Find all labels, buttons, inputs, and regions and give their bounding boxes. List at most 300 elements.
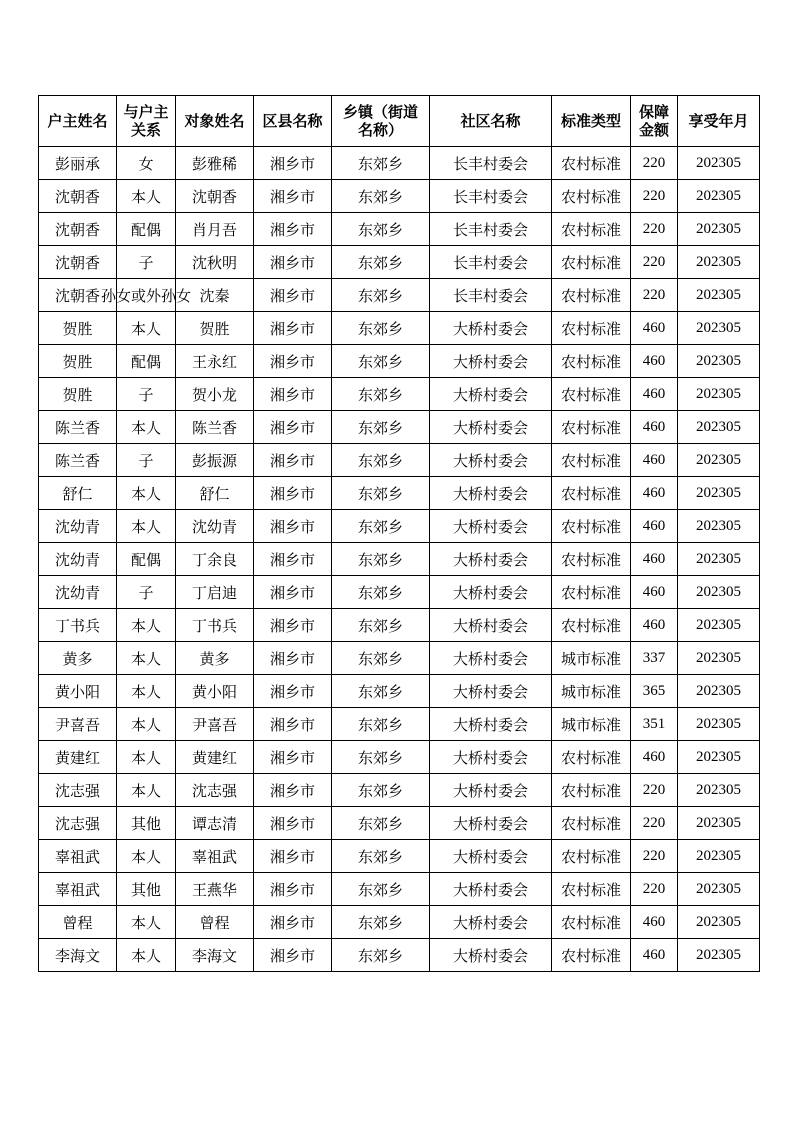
county-name-text: 湘乡市 — [269, 319, 315, 338]
relationship-text: 本人 — [130, 649, 161, 668]
standard-type-cell — [552, 840, 631, 873]
community-name-text: 长丰村委会 — [452, 253, 528, 272]
community-name-text: 长丰村委会 — [452, 187, 528, 206]
benefit-month-cell — [678, 741, 760, 774]
county-name-cell — [254, 807, 332, 840]
relationship-text: 本人 — [130, 748, 161, 767]
relationship-text: 本人 — [130, 187, 161, 206]
township-name-cell — [332, 180, 430, 213]
county-name-text: 湘乡市 — [269, 286, 315, 305]
community-name-text: 大桥村委会 — [452, 946, 528, 965]
township-name-text: 东郊乡 — [357, 517, 403, 536]
community-name-text: 大桥村委会 — [452, 682, 528, 701]
community-name-cell — [430, 774, 552, 807]
township-name-text: 东郊乡 — [357, 715, 403, 734]
beneficiary-name-text: 黄小阳 — [191, 682, 237, 701]
beneficiary-name-text: 王燕华 — [191, 880, 237, 899]
benefit-month-text: 202305 — [696, 913, 741, 930]
relationship-text: 配偶 — [130, 220, 161, 239]
county-name-cell — [254, 543, 332, 576]
community-name-text: 大桥村委会 — [452, 550, 528, 569]
township-name-text: 东郊乡 — [357, 847, 403, 866]
benefit-amount-cell — [631, 477, 678, 510]
householder-name-text: 李海文 — [54, 946, 100, 965]
benefit-amount-cell — [631, 939, 678, 972]
relationship-text: 本人 — [130, 319, 161, 338]
relationship-text: 其他 — [130, 814, 161, 833]
standard-type-text: 农村标准 — [560, 781, 621, 800]
standard-type-text: 农村标准 — [560, 154, 621, 173]
standard-type-text: 城市标准 — [560, 649, 621, 668]
relationship-text: 本人 — [130, 682, 161, 701]
relationship-text: 子 — [138, 385, 154, 404]
header-beneficiary-name: 对象姓名 — [176, 96, 254, 147]
township-name-text: 东郊乡 — [357, 781, 403, 800]
householder-name-cell — [39, 939, 117, 972]
beneficiary-name-cell — [176, 180, 254, 213]
community-name-cell — [430, 807, 552, 840]
benefit-month-text: 202305 — [696, 781, 741, 798]
beneficiary-name-cell — [176, 543, 254, 576]
community-name-text: 大桥村委会 — [452, 748, 528, 767]
standard-type-cell — [552, 510, 631, 543]
beneficiary-name-cell — [176, 213, 254, 246]
county-name-text: 湘乡市 — [269, 913, 315, 932]
householder-name-cell — [39, 510, 117, 543]
county-name-text: 湘乡市 — [269, 616, 315, 635]
standard-type-cell — [552, 741, 631, 774]
benefit-amount-text: 460 — [642, 319, 666, 336]
benefit-amount-text: 460 — [642, 484, 666, 501]
benefit-amount-cell — [631, 345, 678, 378]
beneficiary-name-text: 沈幼青 — [191, 517, 237, 536]
relationship-cell — [117, 741, 176, 774]
community-name-cell — [430, 378, 552, 411]
township-name-cell — [332, 807, 430, 840]
township-name-text: 东郊乡 — [357, 286, 403, 305]
benefit-month-text: 202305 — [696, 352, 741, 369]
householder-name-text: 沈朝香 — [54, 253, 100, 272]
standard-type-cell — [552, 774, 631, 807]
householder-name-text: 陈兰香 — [54, 451, 100, 470]
benefit-amount-text: 337 — [642, 649, 666, 666]
standard-type-cell — [552, 543, 631, 576]
relationship-cell — [117, 246, 176, 279]
community-name-cell — [430, 708, 552, 741]
community-name-cell — [430, 477, 552, 510]
township-name-text: 东郊乡 — [357, 484, 403, 503]
householder-name-cell — [39, 246, 117, 279]
standard-type-text: 农村标准 — [560, 253, 621, 272]
standard-type-text: 城市标准 — [560, 682, 621, 701]
county-name-cell — [254, 708, 332, 741]
beneficiary-name-text: 彭雅稀 — [191, 154, 237, 173]
standard-type-cell — [552, 939, 631, 972]
beneficiary-name-cell — [176, 147, 254, 180]
table-row — [39, 873, 760, 906]
benefit-month-text: 202305 — [696, 880, 741, 897]
township-name-text: 东郊乡 — [357, 418, 403, 437]
relationship-cell — [117, 774, 176, 807]
benefit-month-text: 202305 — [696, 154, 741, 171]
standard-type-cell — [552, 708, 631, 741]
beneficiary-name-cell — [176, 807, 254, 840]
county-name-cell — [254, 312, 332, 345]
community-name-text: 大桥村委会 — [452, 913, 528, 932]
beneficiary-name-text: 贺胜 — [199, 319, 230, 338]
community-name-text: 大桥村委会 — [452, 451, 528, 470]
community-name-text: 大桥村委会 — [452, 583, 528, 602]
beneficiary-name-cell — [176, 840, 254, 873]
county-name-cell — [254, 444, 332, 477]
standard-type-cell — [552, 180, 631, 213]
householder-name-cell — [39, 642, 117, 675]
county-name-cell — [254, 906, 332, 939]
county-name-text: 湘乡市 — [269, 352, 315, 371]
benefit-month-text: 202305 — [696, 517, 741, 534]
county-name-text: 湘乡市 — [269, 385, 315, 404]
table-row — [39, 246, 760, 279]
beneficiary-name-text: 丁启迪 — [191, 583, 237, 602]
beneficiary-name-text: 舒仁 — [199, 484, 230, 503]
standard-type-text: 农村标准 — [560, 220, 621, 239]
county-name-text: 湘乡市 — [269, 451, 315, 470]
standard-type-text: 农村标准 — [560, 385, 621, 404]
community-name-text: 长丰村委会 — [452, 220, 528, 239]
standard-type-text: 农村标准 — [560, 913, 621, 932]
township-name-cell — [332, 213, 430, 246]
beneficiary-name-cell — [176, 609, 254, 642]
township-name-cell — [332, 312, 430, 345]
benefit-amount-cell — [631, 873, 678, 906]
benefit-amount-text: 460 — [642, 517, 666, 534]
relationship-cell — [117, 906, 176, 939]
householder-name-cell — [39, 873, 117, 906]
community-name-cell — [430, 180, 552, 213]
benefit-month-text: 202305 — [696, 715, 741, 732]
township-name-text: 东郊乡 — [357, 682, 403, 701]
benefit-month-cell — [678, 807, 760, 840]
township-name-cell — [332, 741, 430, 774]
county-name-text: 湘乡市 — [269, 682, 315, 701]
relationship-text: 子 — [138, 451, 154, 470]
benefit-month-cell — [678, 543, 760, 576]
benefit-month-text: 202305 — [696, 484, 741, 501]
benefit-month-cell — [678, 642, 760, 675]
standard-type-text: 农村标准 — [560, 550, 621, 569]
county-name-cell — [254, 642, 332, 675]
header-row — [39, 96, 760, 147]
benefit-amount-text: 460 — [642, 748, 666, 765]
benefit-month-cell — [678, 840, 760, 873]
relationship-cell — [117, 510, 176, 543]
beneficiary-name-text: 肖月吾 — [191, 220, 237, 239]
table-row — [39, 411, 760, 444]
standard-type-text: 农村标准 — [560, 847, 621, 866]
township-name-cell — [332, 906, 430, 939]
relationship-cell — [117, 675, 176, 708]
beneficiary-name-text: 曾程 — [199, 913, 230, 932]
county-name-cell — [254, 411, 332, 444]
table-row — [39, 510, 760, 543]
table-row — [39, 444, 760, 477]
county-name-text: 湘乡市 — [269, 187, 315, 206]
header-householder-name: 户主姓名 — [39, 96, 117, 147]
township-name-text: 东郊乡 — [357, 550, 403, 569]
relationship-text: 本人 — [130, 517, 161, 536]
benefit-month-text: 202305 — [696, 748, 741, 765]
county-name-text: 湘乡市 — [269, 484, 315, 503]
benefit-amount-text: 351 — [642, 715, 666, 732]
community-name-text: 大桥村委会 — [452, 352, 528, 371]
benefit-amount-text: 460 — [642, 913, 666, 930]
township-name-cell — [332, 279, 430, 312]
county-name-text: 湘乡市 — [269, 715, 315, 734]
benefit-amount-text: 460 — [642, 946, 666, 963]
community-name-text: 大桥村委会 — [452, 484, 528, 503]
header-relationship: 与户主关系 — [117, 96, 176, 147]
beneficiary-name-text: 陈兰香 — [191, 418, 237, 437]
benefit-month-cell — [678, 675, 760, 708]
benefit-amount-cell — [631, 642, 678, 675]
header-standard-type: 标准类型 — [552, 96, 631, 147]
community-name-cell — [430, 642, 552, 675]
householder-name-cell — [39, 807, 117, 840]
benefit-amount-cell — [631, 180, 678, 213]
relationship-cell — [117, 576, 176, 609]
householder-name-cell — [39, 180, 117, 213]
table-header — [39, 96, 760, 147]
county-name-cell — [254, 609, 332, 642]
table-row — [39, 939, 760, 972]
community-name-text: 大桥村委会 — [452, 814, 528, 833]
relationship-cell — [117, 543, 176, 576]
township-name-cell — [332, 642, 430, 675]
benefit-month-cell — [678, 939, 760, 972]
township-name-text: 东郊乡 — [357, 253, 403, 272]
relationship-cell — [117, 180, 176, 213]
township-name-text: 东郊乡 — [357, 616, 403, 635]
beneficiary-name-text: 沈志强 — [191, 781, 237, 800]
benefit-month-text: 202305 — [696, 649, 741, 666]
householder-name-text: 贺胜 — [62, 352, 93, 371]
householder-name-cell — [39, 477, 117, 510]
relationship-cell — [101, 279, 192, 312]
township-name-text: 东郊乡 — [357, 814, 403, 833]
householder-name-cell — [39, 708, 117, 741]
householder-name-text: 曾程 — [62, 913, 93, 932]
table-row — [39, 213, 760, 246]
standard-type-cell — [552, 378, 631, 411]
householder-name-cell — [39, 543, 117, 576]
township-name-cell — [332, 609, 430, 642]
benefit-amount-text: 220 — [642, 814, 666, 831]
beneficiary-name-cell — [176, 939, 254, 972]
beneficiary-name-cell — [176, 246, 254, 279]
county-name-cell — [254, 741, 332, 774]
benefit-month-cell — [678, 279, 760, 312]
beneficiary-name-text: 丁余良 — [191, 550, 237, 569]
benefit-amount-cell — [631, 906, 678, 939]
householder-name-text: 沈志强 — [54, 814, 100, 833]
benefit-amount-cell — [631, 609, 678, 642]
beneficiary-name-text: 丁书兵 — [191, 616, 237, 635]
benefit-month-text: 202305 — [696, 418, 741, 435]
community-name-text: 大桥村委会 — [452, 715, 528, 734]
benefit-amount-cell — [631, 774, 678, 807]
township-name-text: 东郊乡 — [357, 187, 403, 206]
standard-type-text: 农村标准 — [560, 352, 621, 371]
beneficiary-name-cell — [176, 378, 254, 411]
householder-name-text: 黄多 — [62, 649, 93, 668]
benefit-month-cell — [678, 609, 760, 642]
standard-type-text: 农村标准 — [560, 451, 621, 470]
county-name-cell — [254, 873, 332, 906]
township-name-cell — [332, 576, 430, 609]
community-name-cell — [430, 213, 552, 246]
beneficiary-name-text: 辜祖武 — [191, 847, 237, 866]
benefit-amount-cell — [631, 279, 678, 312]
table-row — [39, 675, 760, 708]
householder-name-cell — [39, 345, 117, 378]
standard-type-cell — [552, 873, 631, 906]
beneficiary-name-cell — [176, 345, 254, 378]
beneficiary-name-text: 谭志清 — [191, 814, 237, 833]
county-name-cell — [254, 840, 332, 873]
table-row — [39, 708, 760, 741]
township-name-text: 东郊乡 — [357, 319, 403, 338]
benefit-amount-cell — [631, 543, 678, 576]
standard-type-cell — [552, 642, 631, 675]
beneficiary-name-text: 沈秦 — [199, 286, 230, 305]
standard-type-text: 农村标准 — [560, 319, 621, 338]
community-name-cell — [430, 246, 552, 279]
community-name-cell — [430, 411, 552, 444]
community-name-text: 长丰村委会 — [452, 286, 528, 305]
benefit-roster-table — [38, 95, 760, 972]
header-benefit-month: 享受年月 — [678, 96, 760, 147]
benefit-month-cell — [678, 213, 760, 246]
householder-name-cell — [39, 675, 117, 708]
relationship-text: 本人 — [130, 616, 161, 635]
relationship-cell — [117, 609, 176, 642]
benefit-amount-text: 460 — [642, 352, 666, 369]
benefit-month-cell — [678, 378, 760, 411]
householder-name-text: 陈兰香 — [54, 418, 100, 437]
beneficiary-name-cell — [176, 510, 254, 543]
standard-type-cell — [552, 444, 631, 477]
relationship-text: 子 — [138, 583, 154, 602]
benefit-month-cell — [678, 147, 760, 180]
householder-name-text: 丁书兵 — [54, 616, 100, 635]
community-name-cell — [430, 741, 552, 774]
header-benefit-amount: 保障金额 — [631, 96, 678, 147]
county-name-text: 湘乡市 — [269, 220, 315, 239]
benefit-month-text: 202305 — [696, 220, 741, 237]
benefit-month-text: 202305 — [696, 616, 741, 633]
table-row — [39, 807, 760, 840]
benefit-amount-text: 460 — [642, 616, 666, 633]
benefit-amount-text: 365 — [642, 682, 666, 699]
county-name-cell — [254, 246, 332, 279]
standard-type-text: 农村标准 — [560, 286, 621, 305]
county-name-text: 湘乡市 — [269, 517, 315, 536]
table-row — [39, 279, 760, 312]
benefit-month-text: 202305 — [696, 253, 741, 270]
relationship-cell — [117, 642, 176, 675]
community-name-cell — [430, 147, 552, 180]
beneficiary-name-cell — [176, 708, 254, 741]
standard-type-cell — [552, 312, 631, 345]
table-row — [39, 642, 760, 675]
standard-type-text: 农村标准 — [560, 880, 621, 899]
community-name-cell — [430, 939, 552, 972]
householder-name-text: 沈朝香 — [54, 220, 100, 239]
table-row — [39, 576, 760, 609]
benefit-amount-text: 220 — [642, 253, 666, 270]
benefit-amount-cell — [631, 576, 678, 609]
township-name-cell — [332, 510, 430, 543]
standard-type-cell — [552, 675, 631, 708]
relationship-cell — [117, 312, 176, 345]
householder-name-cell — [39, 906, 117, 939]
table-row — [39, 609, 760, 642]
header-township-name: 乡镇（街道名称） — [332, 96, 430, 147]
householder-name-text: 黄建红 — [54, 748, 100, 767]
benefit-amount-text: 220 — [642, 220, 666, 237]
community-name-cell — [430, 444, 552, 477]
benefit-amount-cell — [631, 213, 678, 246]
benefit-amount-cell — [631, 246, 678, 279]
standard-type-cell — [552, 213, 631, 246]
community-name-cell — [430, 345, 552, 378]
benefit-month-cell — [678, 774, 760, 807]
township-name-cell — [332, 444, 430, 477]
community-name-text: 大桥村委会 — [452, 781, 528, 800]
standard-type-text: 农村标准 — [560, 946, 621, 965]
relationship-cell — [117, 873, 176, 906]
benefit-amount-cell — [631, 510, 678, 543]
relationship-text: 本人 — [130, 484, 161, 503]
benefit-month-text: 202305 — [696, 682, 741, 699]
householder-name-text: 沈幼青 — [54, 550, 100, 569]
township-name-cell — [332, 675, 430, 708]
benefit-month-cell — [678, 906, 760, 939]
beneficiary-name-cell — [176, 477, 254, 510]
county-name-cell — [254, 576, 332, 609]
beneficiary-name-cell — [176, 774, 254, 807]
householder-name-text: 黄小阳 — [54, 682, 100, 701]
community-name-text: 大桥村委会 — [452, 847, 528, 866]
county-name-cell — [254, 774, 332, 807]
benefit-amount-text: 460 — [642, 550, 666, 567]
township-name-cell — [332, 873, 430, 906]
beneficiary-name-cell — [176, 741, 254, 774]
beneficiary-name-cell — [176, 444, 254, 477]
township-name-text: 东郊乡 — [357, 385, 403, 404]
relationship-text: 子 — [138, 253, 154, 272]
county-name-text: 湘乡市 — [269, 253, 315, 272]
table-row — [39, 378, 760, 411]
relationship-cell — [117, 807, 176, 840]
standard-type-text: 农村标准 — [560, 616, 621, 635]
benefit-amount-cell — [631, 840, 678, 873]
township-name-cell — [332, 543, 430, 576]
community-name-text: 大桥村委会 — [452, 616, 528, 635]
benefit-month-text: 202305 — [696, 583, 741, 600]
beneficiary-name-cell — [176, 576, 254, 609]
benefit-amount-text: 220 — [642, 880, 666, 897]
